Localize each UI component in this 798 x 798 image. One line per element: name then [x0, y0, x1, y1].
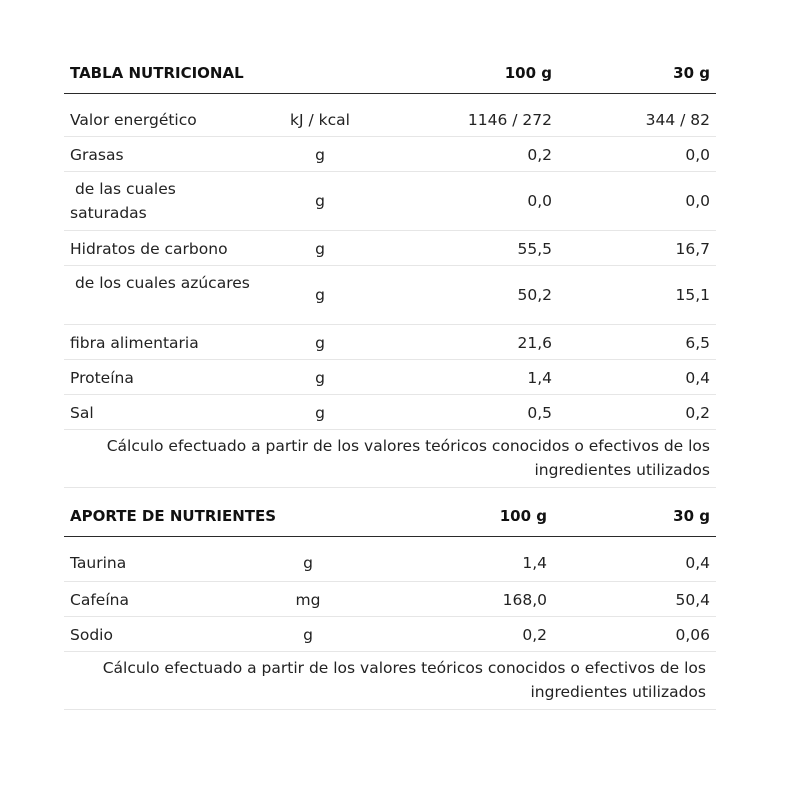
value-30g: 0,4	[685, 554, 710, 572]
nutrient-name: Grasas	[70, 146, 124, 164]
nutrient-name: de los cuales azúcares	[70, 274, 250, 292]
table-row	[64, 617, 716, 652]
value-100g: 168,0	[502, 591, 547, 609]
nutrient-unit: g	[315, 240, 325, 258]
nutrient-unit: g	[315, 369, 325, 387]
nutrient-name: Sal	[70, 404, 94, 422]
value-100g: 55,5	[517, 240, 552, 258]
table-row	[64, 325, 716, 360]
nutrient-unit: g	[315, 192, 325, 210]
value-100g: 1,4	[527, 369, 552, 387]
table-row	[64, 172, 716, 231]
value-30g: 344 / 82	[645, 111, 710, 129]
table-header	[64, 496, 716, 537]
table-row	[64, 94, 716, 137]
column-header-100g: 100 g	[499, 507, 547, 525]
value-100g: 0,2	[527, 146, 552, 164]
nutrient-unit: g	[315, 146, 325, 164]
table-row	[64, 137, 716, 172]
table-row	[64, 582, 716, 617]
calculation-note: Cálculo efectuado a partir de los valores teóricos conocidos o efectivos de los ingredientes utilizados	[64, 430, 716, 488]
value-100g: 1146 / 272	[467, 111, 552, 129]
nutrient-name: Valor energético	[70, 111, 197, 129]
value-30g: 0,4	[685, 369, 710, 387]
nutrient-name: fibra alimentaria	[70, 334, 199, 352]
table-title: TABLA NUTRICIONAL	[70, 64, 244, 82]
nutrient-contribution-table	[64, 496, 716, 710]
value-30g: 0,06	[675, 626, 710, 644]
value-100g: 0,5	[527, 404, 552, 422]
nutrient-name: Hidratos de carbono	[70, 240, 228, 258]
nutrient-name: Sodio	[70, 626, 113, 644]
value-100g: 1,4	[522, 554, 547, 572]
table-row	[64, 395, 716, 430]
nutrient-name: Proteína	[70, 369, 134, 387]
value-100g: 0,0	[527, 192, 552, 210]
table-title: APORTE DE NUTRIENTES	[70, 507, 277, 525]
nutrient-unit: g	[303, 554, 313, 572]
column-header-30g: 30 g	[673, 507, 710, 525]
column-header-30g: 30 g	[673, 64, 710, 82]
table-header	[64, 53, 716, 94]
table-row	[64, 266, 716, 325]
nutrient-name: de las cuales saturadas	[70, 180, 181, 222]
nutrient-unit: g	[303, 626, 313, 644]
value-30g: 50,4	[675, 591, 710, 609]
value-30g: 0,2	[685, 404, 710, 422]
value-30g: 16,7	[675, 240, 710, 258]
table-row	[64, 231, 716, 266]
value-30g: 6,5	[685, 334, 710, 352]
nutrient-name: Cafeína	[70, 591, 129, 609]
nutrient-name: Taurina	[70, 554, 127, 572]
nutrient-unit: g	[315, 334, 325, 352]
value-30g: 15,1	[675, 286, 710, 304]
nutrient-unit: g	[315, 404, 325, 422]
table-row	[64, 360, 716, 395]
table-row	[64, 537, 716, 582]
nutrient-unit: g	[315, 286, 325, 304]
nutrition-table	[64, 53, 716, 488]
calculation-note: Cálculo efectuado a partir de los valores teóricos conocidos o efectivos de los ingredientes utilizados	[64, 652, 716, 710]
value-100g: 50,2	[517, 286, 552, 304]
value-30g: 0,0	[685, 146, 710, 164]
nutrient-unit: mg	[295, 591, 321, 609]
column-header-100g: 100 g	[504, 64, 552, 82]
value-30g: 0,0	[685, 192, 710, 210]
value-100g: 21,6	[517, 334, 552, 352]
nutrient-unit: kJ / kcal	[290, 111, 350, 129]
value-100g: 0,2	[522, 626, 547, 644]
